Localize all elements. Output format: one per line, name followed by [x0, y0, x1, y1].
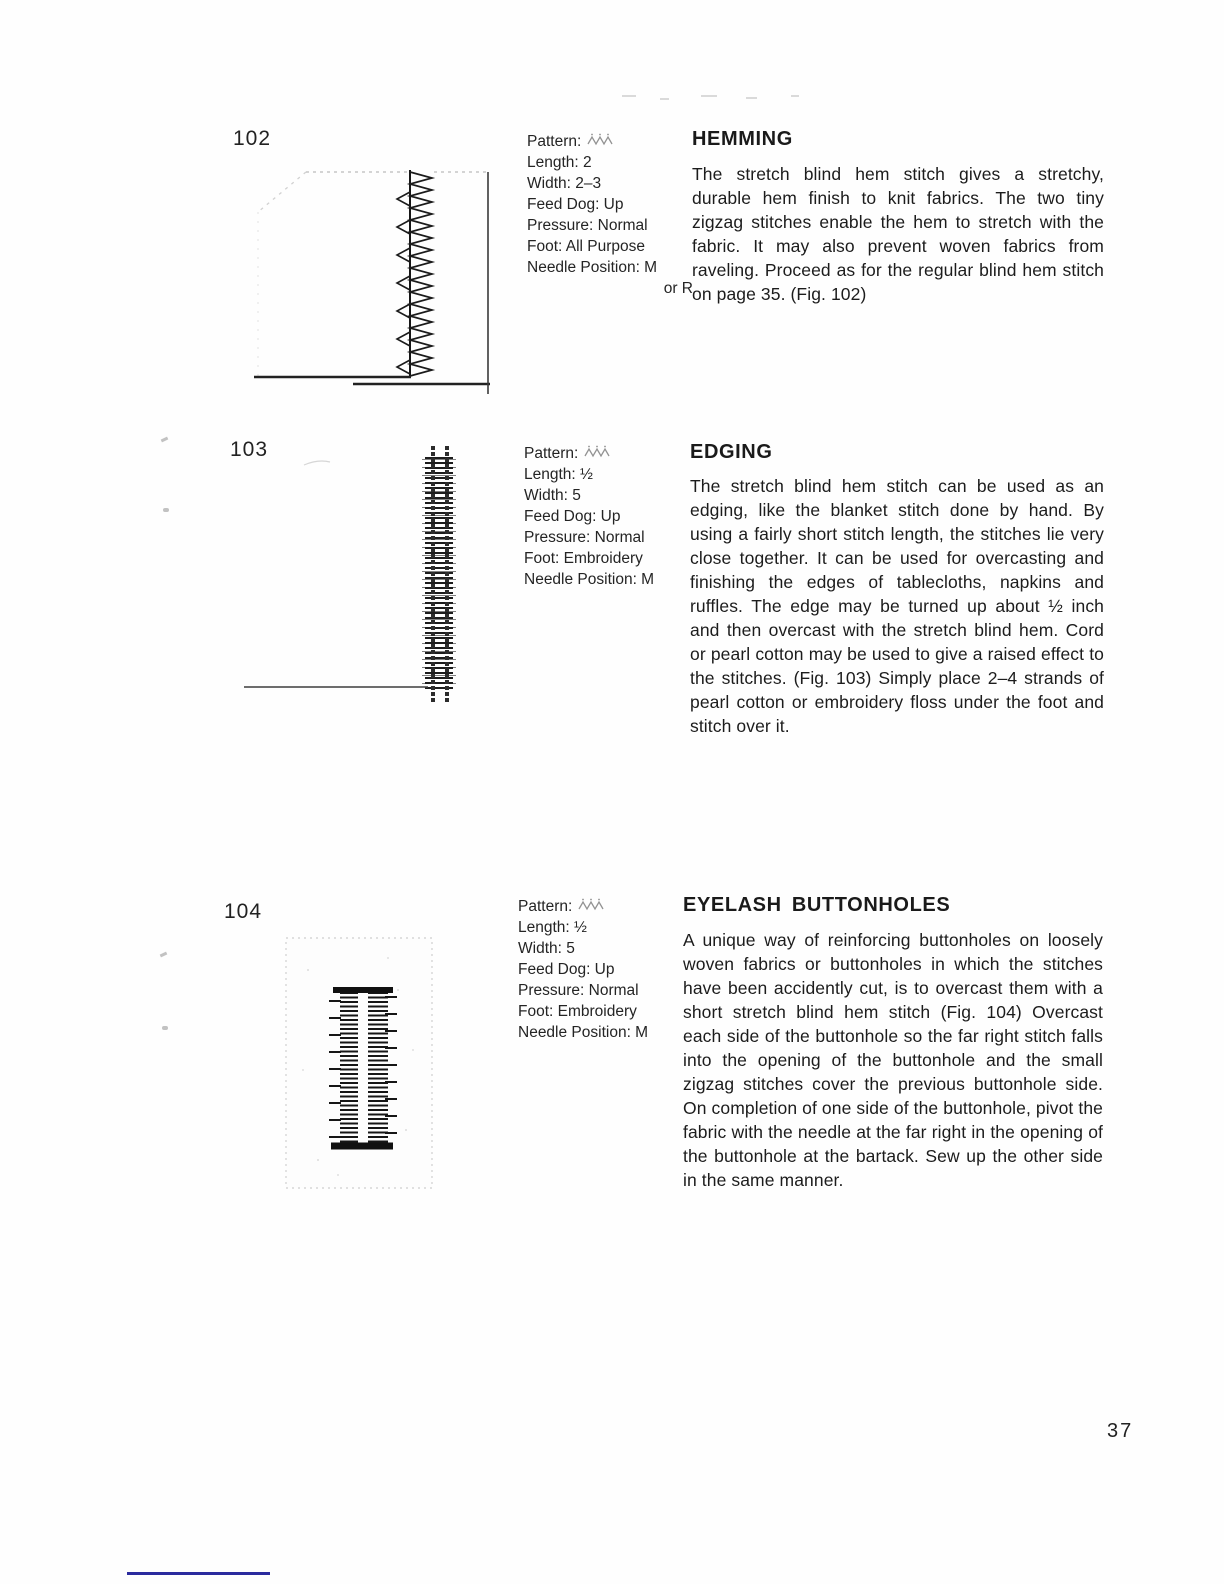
section-body-eyelash-buttonholes: A unique way of reinforcing buttonholes on loosely woven fabrics or buttonholes in which the stitches have been accidently cut, is to overcast them with a short stretch blind hem stitch (Fig. 104) Overcast each side of the buttonhole so the far right stitch falls into the opening of the buttonhole and the small zigzag stitches cover the previous buttonhole side. On completion of one side of the buttonhole, pivot the fabric with the needle at the far right in the opening of the buttonhole at the bartack. Sew up the other side in the same manner. [683, 930, 1103, 1190]
scan-artifact-dash [701, 95, 717, 97]
section-body-hemming: The stretch blind hem stitch gives a stretchy, durable hem finish to knit fabrics. The two tiny zigzag stitches enable the hem to stretch with the fabric. It may also prevent woven fabrics from raveling. Proceed as for the regular blind hem stitch on page 35. (Fig. 102) [692, 164, 1104, 304]
spec-pattern: Pattern: [524, 443, 692, 464]
footer-blue-line [127, 1572, 270, 1575]
spec-list-102 [527, 131, 695, 299]
figure-102-blind-hem-stitch-illustration [248, 166, 496, 405]
scan-artifact-dash [660, 98, 669, 100]
spec-pressure: Pressure: Normal [524, 529, 645, 546]
scan-artifact-dash [746, 97, 757, 99]
spec-pattern: Pattern: [527, 131, 695, 152]
spec-list-103 [524, 443, 692, 590]
spec-width: Width: 5 [524, 487, 581, 504]
figure-number-103: 103 [230, 438, 269, 461]
spec-pattern: Pattern: [518, 896, 686, 917]
figure-number-104: 104 [224, 900, 263, 923]
section-body-edging: The stretch blind hem stitch can be used as an edging, like the blanket stitch done by hand. By using a fairly short stitch length, the stitches lie very close together. It can be used for overcasting and finishing the edges of tablecloths, napkins and ruffles. The edge may be turned up about ½ inch and then overcast with the stretch blind hem. Cord or pearl cotton may be used to give a raised effect to the stitches. (Fig. 103) Simply place 2–4 strands of pearl cotton or embroidery floss under the foot and stitch over it. [690, 476, 1104, 736]
spec-feed-dog: Feed Dog: Up [518, 961, 615, 978]
zigzag-stitch-icon [583, 444, 613, 460]
figure-number-102: 102 [233, 127, 272, 150]
spec-foot: Foot: Embroidery [518, 1003, 637, 1020]
section-title-edging: EDGING [690, 441, 773, 463]
spec-feed-dog: Feed Dog: Up [527, 196, 624, 213]
zigzag-stitch-icon [586, 132, 616, 148]
scan-artifact-dash [622, 95, 636, 97]
spec-foot: Foot: Embroidery [524, 550, 643, 567]
scan-speck [160, 952, 168, 958]
scan-artifact-dash [791, 95, 799, 97]
spec-list-104 [518, 896, 686, 1043]
spec-length: Length: 2 [527, 154, 592, 171]
section-title-eyelash-buttonholes: EYELASH BUTTONHOLES [683, 894, 951, 916]
spec-pressure: Pressure: Normal [527, 217, 648, 234]
spec-needle-position-cont: or R [663, 280, 693, 297]
spec-needle-position: Needle Position: M [524, 571, 655, 588]
spec-pressure: Pressure: Normal [518, 982, 639, 999]
spec-width: Width: 5 [518, 940, 575, 957]
figure-103-edging-stitch-illustration [236, 440, 464, 733]
spec-feed-dog: Feed Dog: Up [524, 508, 621, 525]
scan-speck [161, 437, 169, 443]
spec-length: Length: ½ [524, 466, 593, 483]
figure-104-eyelash-buttonhole-illustration [278, 930, 446, 1207]
page-number: 37 [1107, 1420, 1134, 1442]
spec-needle-position: Needle Position: M [518, 1024, 649, 1041]
scan-speck [162, 1026, 168, 1030]
spec-width: Width: 2–3 [527, 175, 602, 192]
spec-needle-position: Needle Position: M [527, 259, 658, 276]
scan-speck [163, 508, 169, 512]
spec-foot: Foot: All Purpose [527, 238, 646, 255]
spec-length: Length: ½ [518, 919, 587, 936]
zigzag-stitch-icon [577, 897, 607, 913]
section-title-hemming: HEMMING [692, 128, 793, 150]
